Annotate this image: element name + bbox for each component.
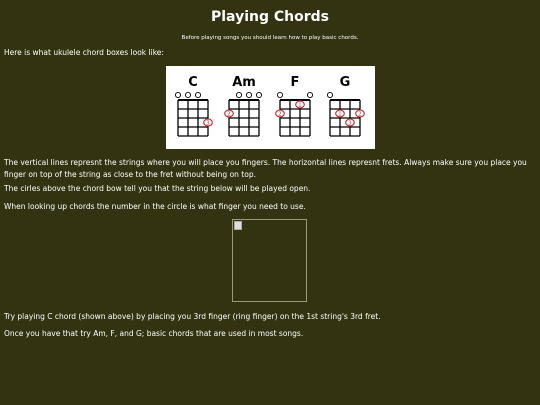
try-other-chords-text: Once you have that try Am, F, and G; basic chords that are used in most songs. [4, 329, 304, 338]
open-string-marker [277, 92, 282, 97]
open-string-marker [307, 92, 312, 97]
finger-number: 2 [278, 111, 282, 118]
open-string-marker [246, 92, 251, 97]
finger-number: 2 [227, 111, 231, 118]
open-string-marker [256, 92, 261, 97]
finger-numbers-explanation: When looking up chords the number in the circle is what finger you need to use. [4, 202, 306, 211]
chord-diagram-image [166, 66, 375, 149]
chord-diagrams [166, 66, 375, 149]
open-string-marker [327, 92, 332, 97]
chord-name: C [188, 75, 198, 90]
chord-name: F [290, 75, 300, 90]
page-subtitle: Before playing songs you should learn how to play basic chords. [181, 35, 359, 41]
open-string-marker [236, 92, 241, 97]
finger-number: 1 [298, 102, 302, 109]
open-strings-explanation: The cirles above the chord bow tell you that the string below will be played open. [4, 184, 311, 193]
chord-name: Am [232, 75, 256, 90]
open-string-marker [185, 92, 190, 97]
finger-number: 2 [358, 111, 362, 118]
try-c-chord-text: Try playing C chord (shown above) by placing you 3rd finger (ring finger) on the 1st string's 3rd fret. [4, 312, 381, 321]
finger-number: 3 [206, 120, 210, 127]
chord-name: G [339, 75, 351, 90]
finger-number: 3 [348, 120, 352, 127]
open-string-marker [175, 92, 180, 97]
broken-image-icon [234, 221, 242, 230]
page-title: Playing Chords [211, 9, 329, 25]
strings-frets-explanation: The vertical lines represnt the strings where you will place you fingers. The horizontal lines represnt frets. Always make sure you place you finger on top of the string as close to the fret without being on top. [4, 158, 527, 179]
broken-image-placeholder [232, 219, 307, 302]
intro-text: Here is what ukulele chord boxes look like: [4, 48, 164, 57]
finger-number: 1 [338, 111, 342, 118]
open-string-marker [195, 92, 200, 97]
